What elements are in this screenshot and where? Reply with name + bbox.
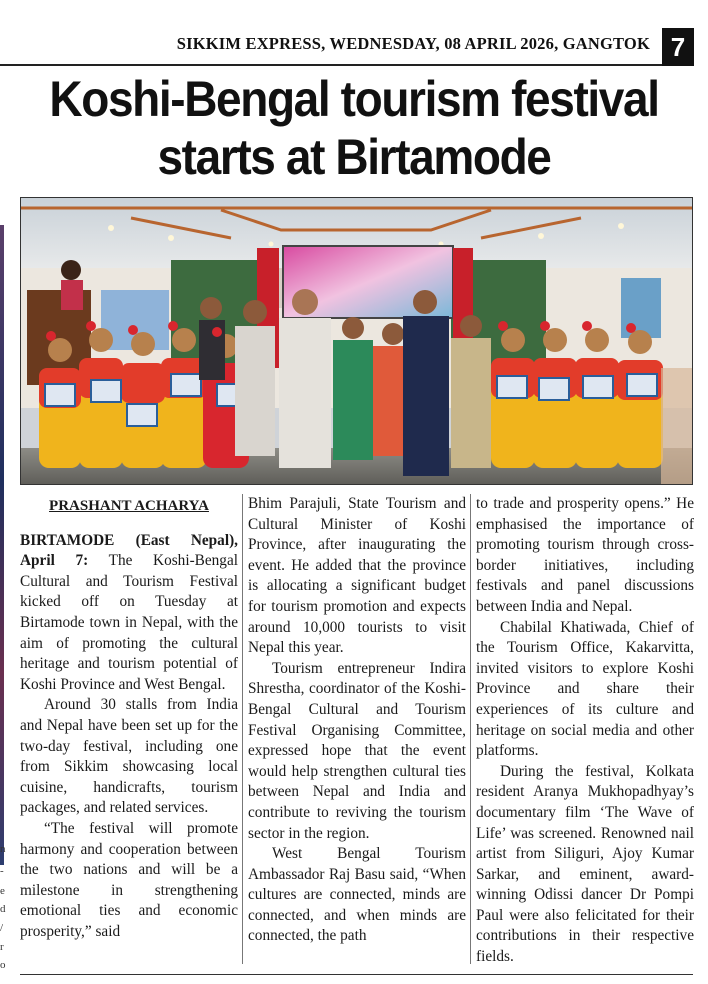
headline	[28, 70, 679, 186]
column-divider	[242, 494, 243, 964]
adjacent-text-fragment: r	[0, 941, 4, 953]
headline-line-2: starts at Birtamode	[157, 129, 551, 185]
adjacent-text-fragment: n	[0, 843, 6, 855]
paragraph: “The festival will promote harmony and cooperation between the two nations and will be a milestone in strengthening emotional ties and economic prosperity,” said	[20, 819, 238, 940]
dateline: BIRTAMODE (East Nepal), April 7:	[20, 531, 238, 570]
event-photo	[20, 197, 693, 485]
adjacent-text-fragment: o	[0, 959, 6, 971]
adjacent-text-fragment: -	[0, 865, 4, 877]
paragraph-continued: Bhim Parajuli, State Tourism and Cultural Minister of Koshi Province, after inaugurating the event. He added that the province is allocating a significant budget for tourism promotion and expects around 10,000 tourists to visit Nepal this year.	[248, 495, 466, 657]
paragraph: West Bengal Tourism Ambassador Raj Basu said, “When cultures are connected, minds are connected, and when minds are connected, the path	[248, 845, 466, 945]
article-column-2	[248, 494, 466, 964]
masthead-rule	[0, 64, 662, 66]
paragraph: Around 30 stalls from India and Nepal have been set up for the two-day festival, including one from Sikkim showcasing local cuisine, handicrafts, tourism packages, and related services.	[20, 696, 238, 817]
masthead	[0, 28, 708, 66]
article-column-3	[476, 494, 694, 964]
paragraph: During the festival, Kolkata resident Aranya Mukhopadhyay’s documentary film ‘The Wave of Life’ was screened. Renowned nail artist from Siliguri, Ajoy Kumar Sarkar, and eminent, award-winning Odissi dancer Dr Pompi Paul were also felicitated for their contributions in their respective fields.	[476, 762, 694, 964]
photo-image	[21, 198, 693, 485]
paragraph	[20, 531, 238, 696]
column-divider	[470, 494, 471, 964]
adjacent-photo-edge	[0, 225, 4, 865]
adjacent-text-fragment: d	[0, 903, 6, 915]
paragraph-continued: to trade and prosperity opens.” He emphasised the importance of promoting tourism through cross-border initiatives, including festivals and panel discussions between India and Nepal.	[476, 495, 694, 615]
paragraph: Tourism entrepreneur Indira Shrestha, coordinator of the Koshi-Bengal Cultural and Tourism Festival Organising Committee, expressed hope that the event would help strengthen cultural ties between Nepal and India and contribute to reviving the tourism sector in the region.	[248, 659, 466, 842]
paragraph: Chabilal Khatiwada, Chief of the Tourism Office, Kakarvitta, invited visitors to explore Koshi Province and share their experiences of its culture and heritage on social media and other platforms.	[476, 618, 694, 760]
adjacent-story-strip	[0, 195, 10, 984]
byline: PRASHANT ACHARYA	[49, 498, 209, 514]
article-body	[20, 494, 693, 964]
adjacent-text-fragment: /	[0, 922, 4, 934]
headline-line-1: Koshi-Bengal tourism festival	[49, 71, 659, 127]
article-column-1	[20, 494, 238, 964]
adjacent-text-fragment: e	[0, 885, 5, 897]
masthead-dateline: SIKKIM EXPRESS, WEDNESDAY, 08 APRIL 2026, GANGTOK	[176, 34, 650, 53]
paragraph-text: The Koshi-Bengal Cultural and Tourism Festival kicked off on Tuesday at Birtamode town in Nepal, with the aim of promoting the cultural heritage and tourism potential of Koshi Province and West Bengal.	[20, 552, 238, 693]
page-number: 7	[662, 28, 694, 66]
bottom-rule	[20, 974, 693, 975]
